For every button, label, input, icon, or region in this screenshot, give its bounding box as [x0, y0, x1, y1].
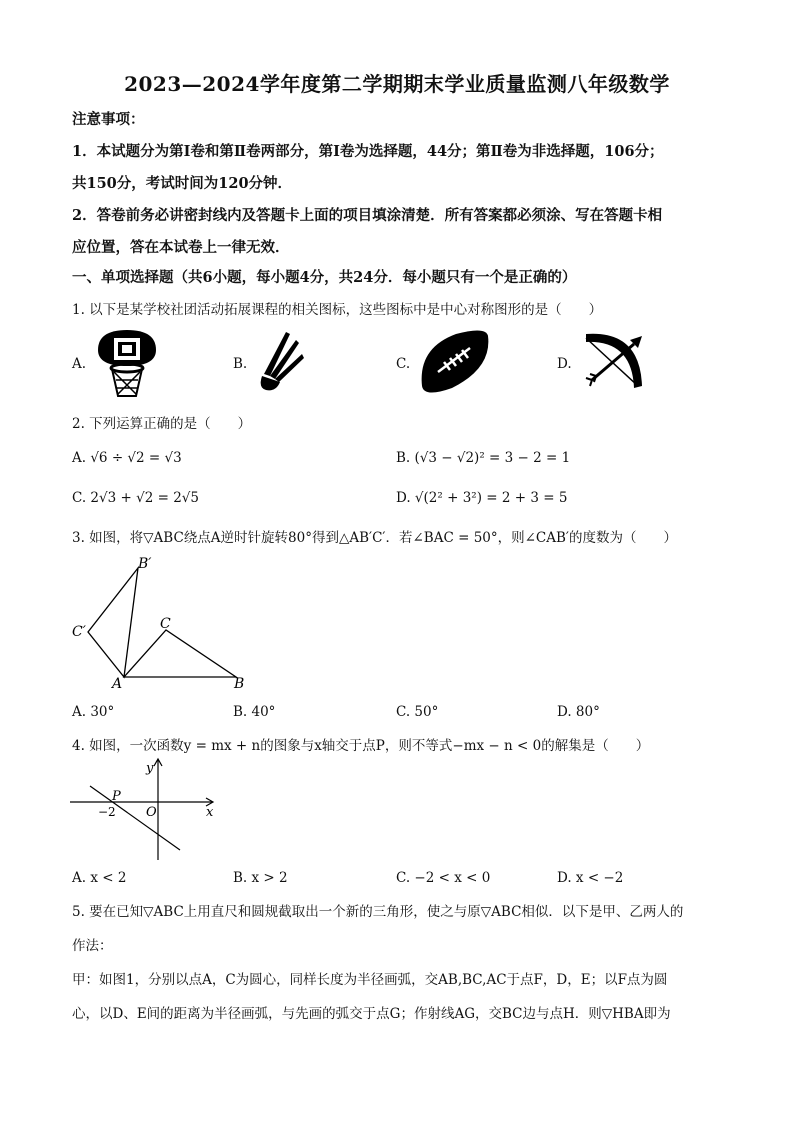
shuttlecock-icon — [256, 330, 306, 392]
q2-stem: 2. 下列运算正确的是（ ） — [72, 416, 252, 432]
q3-stem: 3. 如图，将▽ABC绕点A逆时针旋转80°得到△AB′C′．若∠BAC = 50°，则∠CAB′的度数为（ ） — [72, 530, 678, 546]
x-axis-label: x — [206, 805, 214, 820]
q3-option-d: D. 80° — [557, 704, 600, 720]
q4-option-a: A. x < 2 — [72, 870, 127, 886]
q4-option-c: C. −2 < x < 0 — [396, 870, 491, 886]
origin-label: O — [146, 805, 157, 820]
q3-option-a: A. 30° — [72, 704, 115, 720]
q4-linear-function-graph — [66, 756, 226, 866]
note-1-line-2: 共150分，考试时间为120分钟． — [72, 175, 293, 192]
q4-option-d: D. x < −2 — [557, 870, 624, 886]
point-p-label: P — [112, 789, 121, 804]
q1-label-b: B. — [233, 356, 248, 372]
point-a-label: A — [112, 676, 123, 692]
q5-line-1: 5. 要在已知▽ABC上用直尺和圆规截取出一个新的三角形，使之与原▽ABC相似．以下是甲、乙两人的 — [72, 904, 684, 920]
note-1-line-1: 1．本试题分为第Ⅰ卷和第Ⅱ卷两部分，第Ⅰ卷为选择题，44分；第Ⅱ卷为非选择题，106分； — [72, 143, 664, 160]
q4-option-b: B. x > 2 — [233, 870, 288, 886]
basketball-hoop-icon — [92, 326, 162, 400]
q3-rotation-figure — [60, 552, 260, 692]
q5-line-3: 甲：如图1，分别以点A，C为圆心，同样长度为半径画弧，交AB,BC,AC于点F，D，E；以F点为圆 — [72, 972, 668, 988]
point-c-label: C — [160, 616, 171, 632]
q2-option-b: B. (√3 − √2)² = 3 − 2 = 1 — [396, 450, 571, 466]
q1-stem: 1. 以下是某学校社团活动拓展课程的相关图标，这些图标中是中心对称图形的是（ ） — [72, 302, 603, 318]
point-b1-label: B′ — [138, 556, 152, 572]
tick-label-neg2: −2 — [98, 805, 116, 819]
bow-arrow-icon — [578, 328, 648, 392]
section-heading: 一、单项选择题（共6小题，每小题4分，共24分．每小题只有一个是正确的） — [72, 269, 577, 286]
y-axis-label: y — [146, 761, 154, 776]
q5-line-4: 心，以D、E间的距离为半径画弧，与先画的弧交于点G；作射线AG，交BC边与点H．则▽HBA即为 — [72, 1006, 671, 1022]
q3-option-c: C. 50° — [396, 704, 439, 720]
q2-option-c: C. 2√3 + √2 = 2√5 — [72, 490, 199, 506]
point-c1-label: C′ — [72, 624, 86, 640]
q5-line-2: 作法： — [72, 938, 113, 954]
q1-label-c: C. — [396, 356, 411, 372]
q4-stem: 4. 如图，一次函数y = mx + n的图象与x轴交于点P，则不等式−mx − n < 0的解集是（ ） — [72, 738, 650, 754]
note-2-line-2: 应位置，答在本试卷上一律无效． — [72, 239, 290, 256]
q1-label-a: A. — [72, 356, 87, 372]
q3-option-b: B. 40° — [233, 704, 276, 720]
page-title: 2023—2024学年度第二学期期末学业质量监测八年级数学 — [124, 72, 670, 96]
q2-option-a: A. √6 ÷ √2 = √3 — [72, 450, 182, 466]
q1-label-d: D. — [557, 356, 572, 372]
point-b-label: B — [234, 676, 245, 692]
notes-heading: 注意事项： — [72, 111, 145, 128]
rugby-ball-icon — [416, 328, 492, 394]
q2-option-d: D. √(2² + 3²) = 2 + 3 = 5 — [396, 490, 568, 506]
note-2-line-1: 2．答卷前务必讲密封线内及答题卡上面的项目填涂清楚．所有答案都必须涂、写在答题卡相 — [72, 207, 663, 224]
